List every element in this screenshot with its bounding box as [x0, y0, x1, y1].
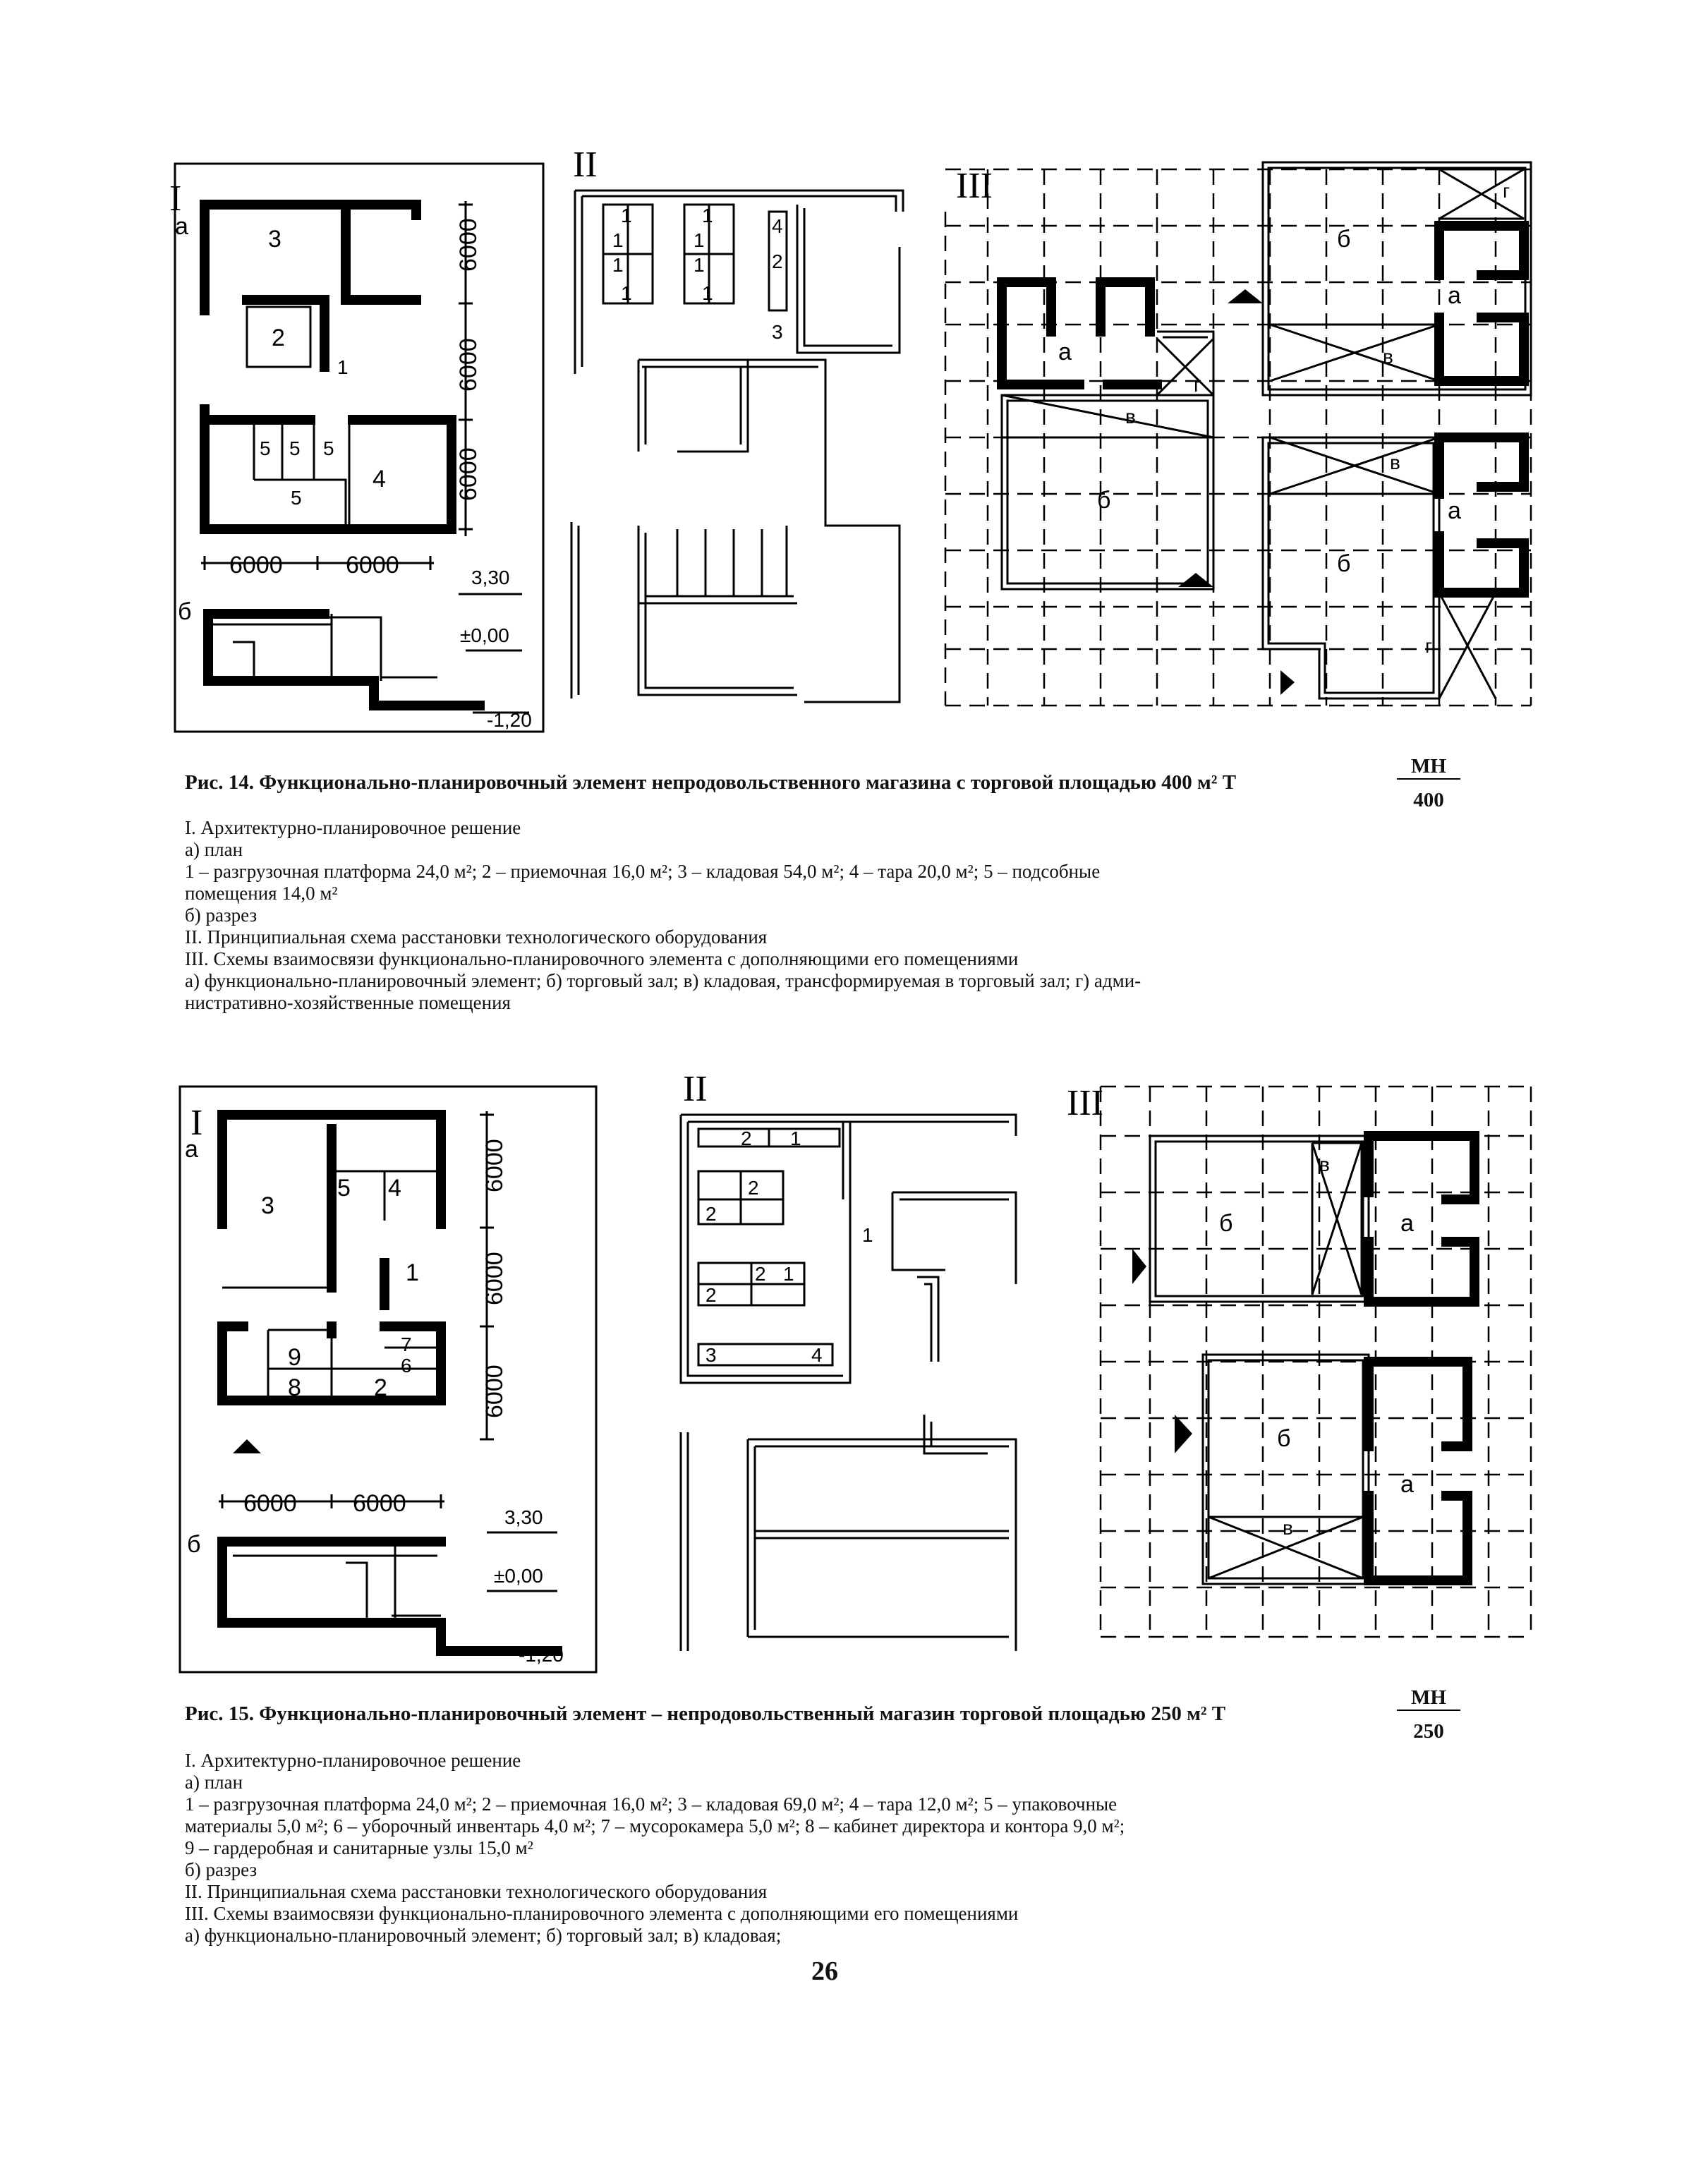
fig14-description	[185, 817, 1539, 1014]
fig15-line: I. Архитектурно-планировочное решение	[185, 1750, 521, 1771]
fig14-p3-v1: в	[1125, 406, 1136, 428]
fig15-p1-room9: 9	[288, 1344, 301, 1371]
fig14-p3-v3: в	[1390, 452, 1400, 473]
fig14-p1-room3: 3	[268, 226, 281, 253]
fig14-p1-level3: -1,20	[487, 709, 532, 731]
fig15-line: 9 – гардеробная и санитарные узлы 15,0 м²	[185, 1837, 533, 1858]
fig15-p2-eq2b: 2	[748, 1177, 759, 1199]
fig15-panel1-roman: I	[190, 1103, 203, 1143]
fig15-p1-level3: -1,20	[519, 1644, 564, 1666]
fig14-frac-top: МН	[1397, 755, 1460, 780]
fig15-p2-eq2a: 2	[741, 1127, 752, 1149]
fig14-panel1-roman: I	[169, 179, 182, 219]
fig15-p1-dim5: 6000	[353, 1490, 406, 1517]
fig14-p1-room5a: 5	[260, 437, 271, 459]
fig15-p3-v2: в	[1283, 1517, 1293, 1539]
fig14-panel3-roman: III	[956, 166, 993, 206]
fig15-p1-dim1: 6000	[481, 1139, 508, 1192]
fig14-p1-room1: 1	[337, 356, 349, 378]
fig14-panel1-frame	[175, 164, 543, 732]
fig14-p3-a1: а	[1058, 339, 1072, 365]
fig14-p2-eq1f: 1	[694, 254, 705, 276]
fig14-p3-g3: г	[1425, 635, 1433, 657]
fig15-description	[185, 1750, 1539, 1947]
fig15-panel1-b: б	[187, 1531, 201, 1558]
fig15-caption: Рис. 15. Функционально-планировочный элемент – непродовольственный магазин торговой площадью 250 м² Т	[185, 1702, 1226, 1725]
fig14-p1-dim1: 6000	[455, 218, 482, 272]
fig14-p1-dim2: 6000	[455, 338, 482, 392]
fig15-line: II. Принципиальная схема расстановки технологического оборудования	[185, 1881, 768, 1902]
fig15-line: материалы 5,0 м²; 6 – уборочный инвентарь 4,0 м²; 7 – мусорокамера 5,0 м²; 8 – кабинет директора и контора 9,0 м²;	[185, 1815, 1125, 1837]
fig14-line: а) функционально-планировочный элемент; б) торговый зал; в) кладовая, трансформируемая в торговый зал; г) адми-	[185, 970, 1141, 991]
fig15-p2-eq1b: 1	[783, 1263, 794, 1285]
fig14-p2-eq3: 3	[772, 321, 783, 343]
fig15-p2-eq2e: 2	[705, 1284, 717, 1306]
fig15-p1-room4: 4	[388, 1175, 401, 1202]
fig15-frac-top: МН	[1397, 1686, 1460, 1711]
fig15-p1-room1: 1	[406, 1259, 419, 1286]
fig15-line: а) функционально-планировочный элемент; б) торговый зал; в) кладовая;	[185, 1925, 782, 1946]
fig15-p1-room7: 7	[401, 1333, 412, 1355]
fig14-line: нистративно-хозяйственные помещения	[185, 992, 511, 1013]
fig15-p3-v1: в	[1319, 1154, 1330, 1175]
fig14-panel1-a: а	[175, 213, 188, 240]
fig15-p3-a2: а	[1400, 1471, 1414, 1498]
fig15-p1-dim4: 6000	[243, 1490, 297, 1517]
figure-14-drawings	[0, 0, 1708, 783]
fig14-p2-eq2: 2	[772, 250, 783, 272]
fig15-line: а) план	[185, 1772, 243, 1793]
fig14-p1-room5b: 5	[289, 437, 301, 459]
fig14-p1-room5c: 5	[323, 437, 334, 459]
fig14-p1-dim4: 6000	[229, 552, 283, 579]
fig14-p3-v2: в	[1383, 346, 1393, 368]
fig14-line: III. Схемы взаимосвязи функционально-планировочного элемента с дополняющими его помещениями	[185, 948, 1019, 969]
fig15-p1-dim2: 6000	[481, 1252, 508, 1305]
fig15-line: б) разрез	[185, 1859, 258, 1880]
fig15-p1-room3: 3	[261, 1192, 274, 1219]
fig14-line: а) план	[185, 839, 243, 860]
fig14-p1-dim5: 6000	[346, 552, 399, 579]
fig14-p1-level1: 3,30	[471, 567, 510, 588]
fig15-p1-room8: 8	[288, 1374, 301, 1401]
fig15-p3-b2: б	[1277, 1425, 1291, 1452]
fig15-p1-room5: 5	[337, 1175, 351, 1202]
fig14-caption: Рис. 14. Функционально-планировочный элемент непродовольственного магазина с торговой площадью 400 м² Т	[185, 771, 1237, 794]
fig14-frac-bottom: 400	[1413, 789, 1444, 811]
fig15-panel1-a: а	[185, 1136, 198, 1163]
fig14-p1-dim3: 6000	[455, 447, 482, 501]
fig15-panel2-roman: II	[683, 1069, 708, 1109]
fig14-p3-b3: б	[1337, 550, 1351, 577]
fig15-p1-dim3: 6000	[481, 1365, 508, 1418]
fig15-p2-eq1c: 1	[862, 1224, 873, 1246]
fig15-line: III. Схемы взаимосвязи функционально-планировочного элемента с дополняющими его помещениями	[185, 1903, 1019, 1924]
fig15-p2-equipment	[698, 1129, 840, 1365]
fig14-p2-eq1b: 1	[702, 205, 713, 226]
fig14-p2-eq1a: 1	[621, 205, 632, 226]
fig15-p2-eq2c: 2	[705, 1203, 717, 1225]
fig15-panel3-roman: III	[1067, 1083, 1103, 1123]
fig14-p3-b1: б	[1097, 487, 1111, 514]
fig14-p1-room5d: 5	[291, 487, 302, 509]
fig14-p2-eq1e: 1	[612, 254, 624, 276]
figure-15-drawings	[0, 1058, 1708, 1693]
fig15-p1-level1: 3,30	[504, 1506, 543, 1528]
fig15-p1-level2: ±0,00	[494, 1565, 543, 1587]
fig15-p2-eq4: 4	[811, 1344, 823, 1366]
fig14-p1-room4: 4	[373, 466, 386, 492]
fig14-p3-a3: а	[1448, 497, 1461, 524]
fig14-p3-b2: б	[1337, 226, 1351, 253]
fig14-p3-g1: г	[1194, 374, 1201, 396]
fig15-frac-bottom: 250	[1413, 1720, 1444, 1743]
fig14-p2-eq1d: 1	[694, 229, 705, 251]
fig14-p2-eq1h: 1	[702, 282, 713, 304]
fig14-panel2-roman: II	[573, 145, 598, 185]
fig14-line: помещения 14,0 м²	[185, 883, 338, 904]
fig14-line: 1 – разгрузочная платформа 24,0 м²; 2 – приемочная 16,0 м²; 3 – кладовая 54,0 м²; 4 – тара 20,0 м²; 5 – подсобные	[185, 861, 1101, 882]
fig15-p1-room6: 6	[401, 1355, 412, 1377]
fig14-p3-a2: а	[1448, 282, 1461, 309]
fig15-line: 1 – разгрузочная платформа 24,0 м²; 2 – приемочная 16,0 м²; 3 – кладовая 69,0 м²; 4 – тара 12,0 м²; 5 – упаковочные	[185, 1793, 1118, 1815]
fig14-line: б) разрез	[185, 904, 258, 926]
fig14-p3-g2: г	[1503, 180, 1510, 202]
fig15-p3-b1: б	[1219, 1210, 1233, 1237]
fig14-line: II. Принципиальная схема расстановки технологического оборудования	[185, 926, 768, 948]
fig15-p1-room2: 2	[374, 1374, 387, 1401]
fig14-p1-level2: ±0,00	[460, 624, 509, 646]
fig15-p3-a1: а	[1400, 1210, 1414, 1237]
fig14-p1-room2: 2	[272, 325, 285, 351]
fig14-p2-eq1c: 1	[612, 229, 624, 251]
fig15-p2-eq2d: 2	[755, 1263, 766, 1285]
fig14-line: I. Архитектурно-планировочное решение	[185, 817, 521, 838]
fig15-p2-eq3: 3	[705, 1344, 717, 1366]
fig14-panel1-b: б	[178, 598, 192, 625]
fig15-p2-eq1a: 1	[790, 1127, 801, 1149]
page-number: 26	[811, 1956, 838, 1986]
fig14-p2-eq1g: 1	[621, 282, 632, 304]
fig14-p2-eq4: 4	[772, 215, 783, 237]
